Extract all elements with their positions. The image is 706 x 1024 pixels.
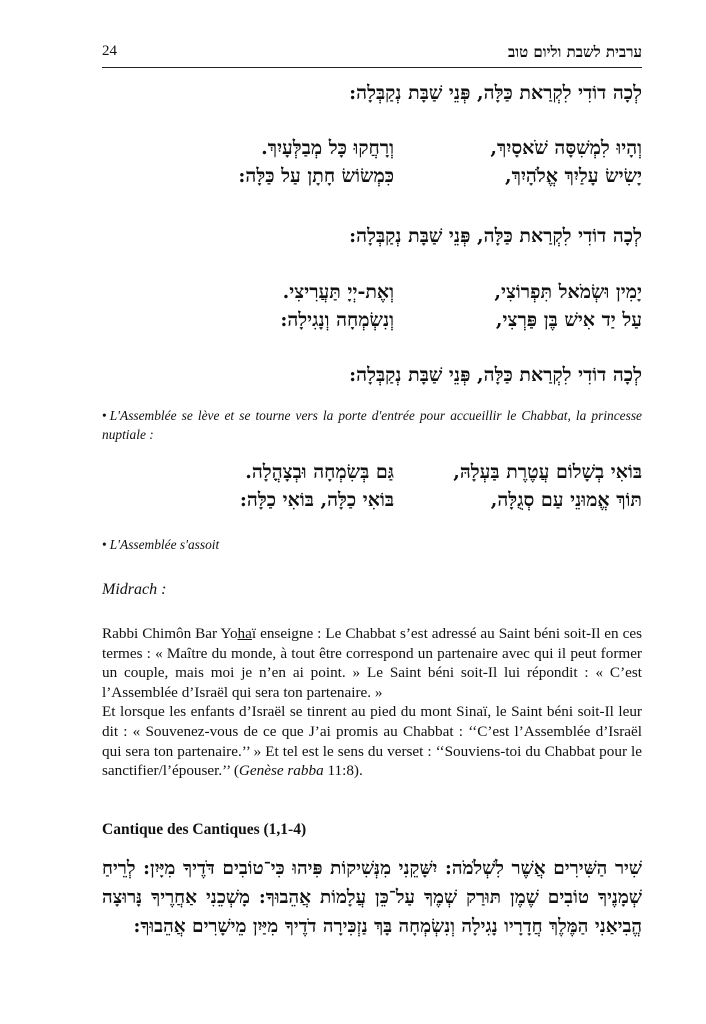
midrach-paragraph [102,702,642,780]
text-run: Rabbi Chimôn Bar Yo [102,625,238,642]
instruction-text: L'Assemblée se lève et se tourne vers la porte d'entrée pour accueillir le Chabbat, la princesse nuptiale : [102,408,642,442]
bullet: • [102,408,107,423]
page-number: 24 [102,43,117,59]
midrach-paragraph [102,624,642,702]
stanza-line [102,165,642,191]
running-title: ערבית לשבת וליום טוב [508,43,642,61]
instruction-text: L'Assemblée s'assoit [109,537,220,552]
instruction-stand [102,406,642,444]
hemistich-first: יָמִין וּשְׂמֹאל תִּפְרוֹצִי, [494,281,642,303]
page-header [102,43,642,69]
refrain-1: לְכָה דוֹדִי לִקְרַאת כַּלָּה, פְּנֵי שַׁבָּת נְקַבְּלָה: [349,82,642,104]
source-citation: Genèse rabba [238,762,324,780]
text-run-underlined: ha [237,625,252,642]
hemistich-second: וְנִשְׂמְחָה וְנָגִילָה: [280,309,394,331]
cantique-hebrew-text: שִׁיר הַשִּׁירִים אֲשֶׁר לִשְׁלֹמֹה: יִשָּׁקֵנִי מִנְּשִׁיקוֹת פִּיהוּ כִּי־טוֹבִים דֹּדֶיךָ מִיָּיִן: לְרֵיחַ שְׁמָנֶיךָ טוֹבִים שֶׁמֶן תּוּרַק שְׁמֶךָ עַל־כֵּן עֲלָמוֹת אֲהֵבוּךָ: מָשְׁכֵנִי אַחֲרֶיךָ נָּרוּצָה הֱבִיאַנִי הַמֶּלֶךְ חֲדָרָיו נָגִילָה וְנִשְׂמְחָה בָּךְ נַזְכִּירָה דֹדֶיךָ מִיַּיִן מֵישָׁרִים אֲהֵבוּךָ: [102,858,642,937]
text-run: ï enseigne : Le Chabbat s’est adressé au Saint béni soit-Il en ces termes : « Maître du monde, à tout être correspond un partenaire avec qui il peut former un couple, mais moi je n’en ai point. » Le Saint béni soit-Il lui répondit : « C’est l’Assemblée d’Israël qui sera ton partenaire. » [102,625,642,701]
instruction-sit [102,535,642,554]
hemistich-second: וְרָחֲקוּ כָּל מְבַלְּעָיִךְ. [261,137,394,159]
text-run: 11:8). [323,762,363,780]
hemistich-first: וְהָיוּ לִמְשִׁסָּה שֹׁאסָיִךְ, [490,137,642,159]
stanza-line [102,489,642,515]
stanza-line [102,137,642,163]
hemistich-first: יָשִׂישׂ עָלַיִךְ אֱלֹהָיִךְ, [505,165,642,187]
hemistich-first: תּוֹךְ אֱמוּנֵי עַם סְגֻלָּה, [490,489,642,511]
hemistich-second: גַּם בְּשִׂמְחָה וּבְצָהֳלָה. [245,461,394,483]
midrach-body [102,624,642,781]
stanza-line [102,461,642,487]
refrain-2: לְכָה דוֹדִי לִקְרַאת כַּלָּה, פְּנֵי שַׁבָּת נְקַבְּלָה: [349,225,642,247]
stanza-line [102,281,642,307]
stanza-1 [102,137,642,191]
refrain-3: לְכָה דוֹדִי לִקְרַאת כַּלָּה, פְּנֵי שַׁבָּת נְקַבְּלָה: [349,364,642,386]
stanza-3 [102,461,642,515]
hemistich-first: עַל יַד אִישׁ בֶּן פַּרְצִי, [495,309,642,331]
bullet: • [102,537,107,552]
hemistich-first: בּוֹאִי בְשָׁלוֹם עֲטֶרֶת בַּעְלָהּ, [453,461,642,483]
hemistich-second: בּוֹאִי כַלָּה, בּוֹאִי כַלָּה: [239,489,394,511]
text-run: Et lorsque les enfants d’Israël se tinrent au pied du mont Sinaï, le Saint béni soit-Il leur dit : « Souvenez-vous de ce que J’ai promis au Chabbat : ‘‘C’est l’Assemblée d’Israël qui sera ton partenaire.’’ » Et tel est le sens du verset : ‘‘Souviens-toi du Chabbat pour le sanctifier/l’épouser.’’ ( [102,703,642,780]
header-rule [102,67,642,68]
hemistich-second: וְאֶת-יְיָ תַּעֲרִיצִי. [282,281,394,303]
stanza-2 [102,281,642,335]
midrach-title: Midrach : [102,581,167,598]
stanza-line [102,309,642,335]
cantique-title: Cantique des Cantiques (1,1-4) [102,821,307,838]
hemistich-second: כִּמְשׂוֹשׂ חָתָן עַל כַּלָּה: [238,165,394,187]
